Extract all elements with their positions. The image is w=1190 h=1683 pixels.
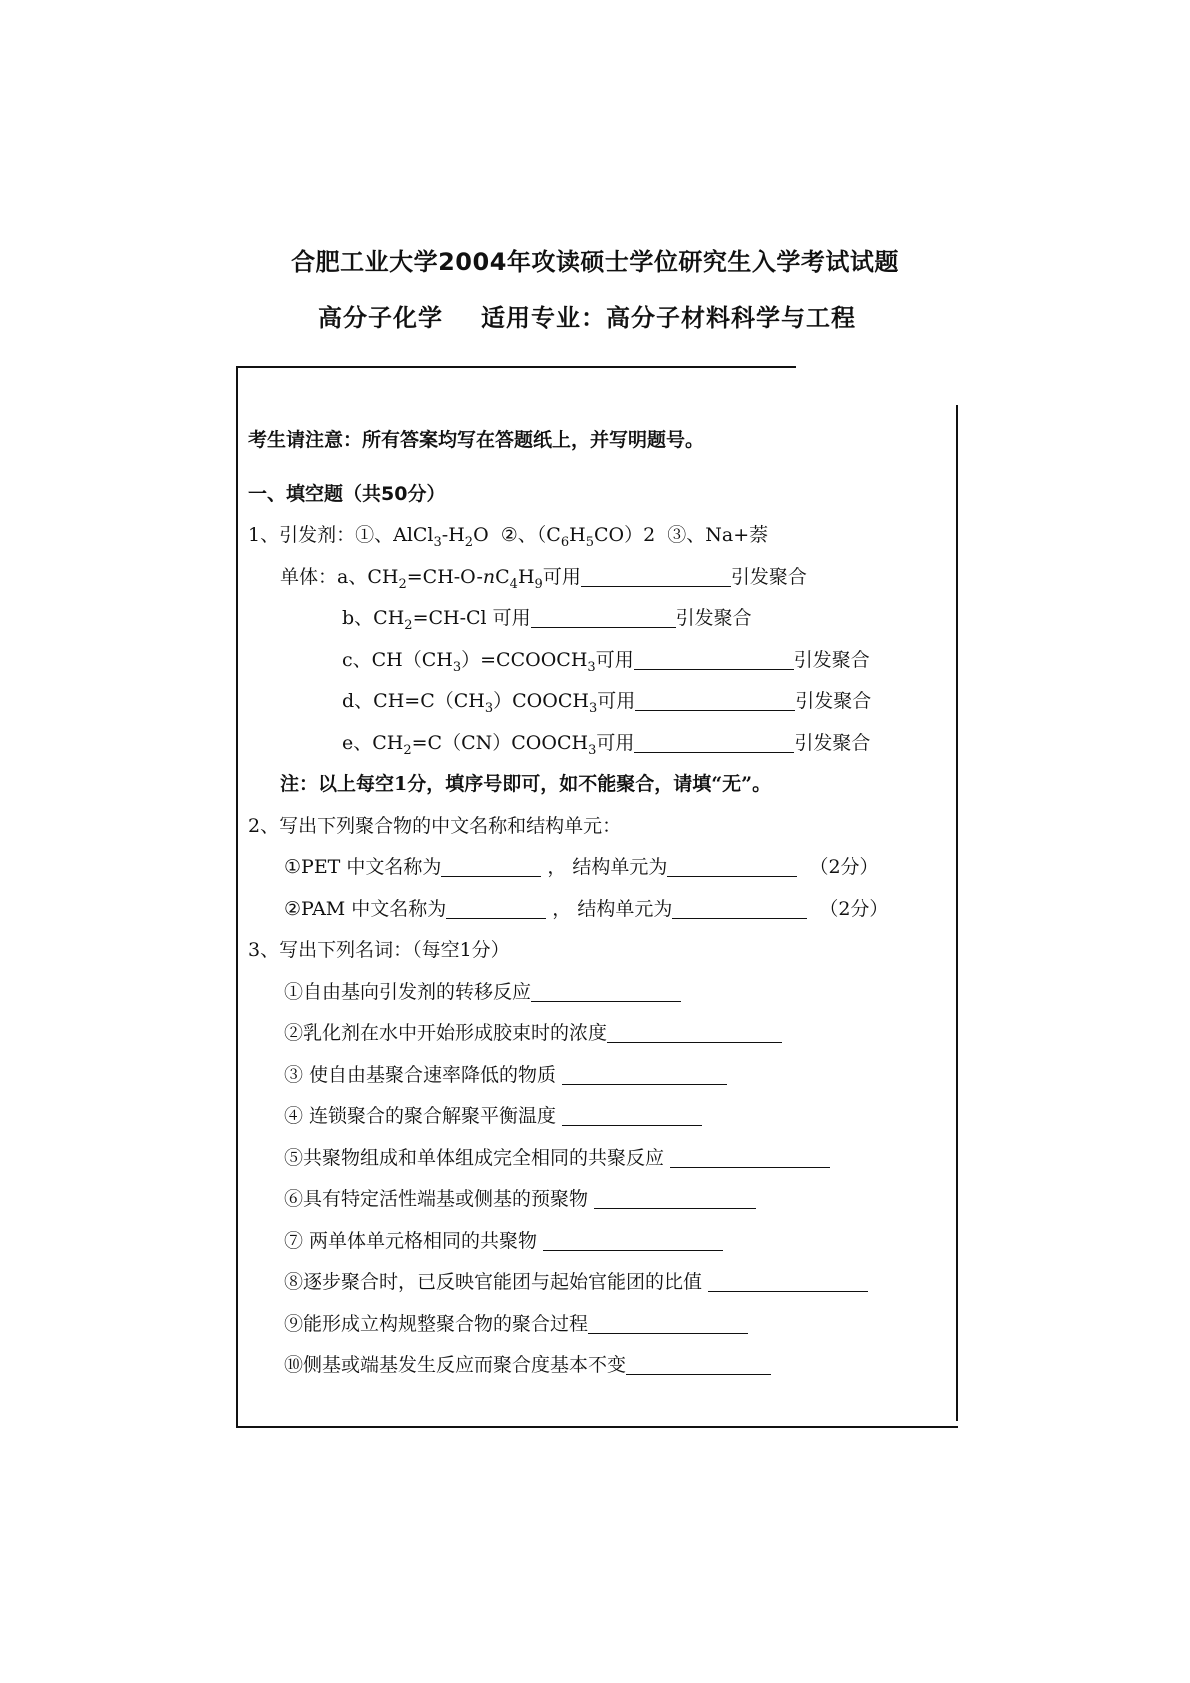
answer-blank[interactable] [543, 1226, 723, 1251]
q1-initiators: 1、引发剂：①、$AlCl_3-H_2O$ ②、$(C_6H_5CO)2$ ③、Na+萘 [248, 524, 769, 550]
major-name: 适用专业：高分子材料科学与工程 [481, 303, 856, 332]
answer-blank[interactable] [634, 645, 794, 670]
subtitle [318, 298, 856, 333]
answer-blank[interactable] [446, 894, 546, 919]
q3-item: ①自由基向引发剂的转移反应 [248, 972, 948, 1014]
section-heading: 一、填空题（共50分） [248, 482, 446, 505]
frame-top-rule [236, 366, 796, 368]
answer-blank[interactable] [531, 977, 681, 1002]
monomer-d: d、$CH=C(CH_3)COOCH_3$可用 引发聚合 [248, 681, 948, 723]
q3-item: ⑩侧基或端基发生反应而聚合度基本不变 [248, 1345, 948, 1387]
frame-bottom-rule [236, 1426, 958, 1428]
answer-blank[interactable] [588, 1309, 748, 1334]
monomer-a: 单体：a、$CH_2=CH-O-nC_4H_9$可用 引发聚合 [248, 557, 948, 599]
q3-item: ④ 连锁聚合的聚合解聚平衡温度 [248, 1096, 948, 1138]
q3-item: ⑥具有特定活性端基或侧基的预聚物 [248, 1179, 948, 1221]
answer-blank[interactable] [667, 852, 797, 877]
q1-note: 注：以上每空1分，填序号即可，如不能聚合，请填“无”。 [280, 773, 772, 795]
initiator-2: ②、$(C_6H_5CO)2$ [500, 524, 656, 550]
q3-heading: 3、写出下列名词：（每空1分） [248, 939, 510, 961]
q3-item: ⑦ 两单体单元格相同的共聚物 [248, 1221, 948, 1263]
frame-right-rule [956, 405, 958, 1421]
initiator-3: ③、Na+萘 [667, 524, 769, 546]
answer-blank[interactable] [594, 1184, 756, 1209]
exam-content [248, 420, 948, 1387]
q2-pam: ②PAM 中文名称为 ， 结构单元为 （2分） [248, 889, 948, 931]
q2-pet: ①PET 中文名称为 ， 结构单元为 （2分） [248, 847, 948, 889]
answer-blank[interactable] [626, 1350, 771, 1375]
initiator-1: ①、$AlCl_3-H_2O$ [355, 524, 489, 550]
monomer-c: c、$CH(CH_3)=CCOOCH_3$可用 引发聚合 [248, 640, 948, 682]
answer-blank[interactable] [708, 1267, 868, 1292]
answer-blank[interactable] [581, 562, 731, 587]
answer-blank[interactable] [672, 894, 807, 919]
monomer-b: b、$CH_2=CH-Cl$ 可用 引发聚合 [248, 598, 948, 640]
answer-blank[interactable] [634, 728, 794, 753]
answer-blank[interactable] [670, 1143, 830, 1168]
answer-blank[interactable] [562, 1101, 702, 1126]
q3-item: ②乳化剂在水中开始形成胶束时的浓度 [248, 1013, 948, 1055]
monomer-e: e、$CH_2=C(CN)COOCH_3$可用 引发聚合 [248, 723, 948, 765]
answer-blank[interactable] [607, 1018, 782, 1043]
answer-blank[interactable] [441, 852, 541, 877]
answer-blank[interactable] [562, 1060, 727, 1085]
answer-blank[interactable] [635, 686, 795, 711]
page-title: 合肥工业大学2004年攻读硕士学位研究生入学考试试题 [291, 248, 899, 276]
q3-item: ⑨能形成立构规整聚合物的聚合过程 [248, 1304, 948, 1346]
q3-item: ⑤共聚物组成和单体组成完全相同的共聚反应 [248, 1138, 948, 1180]
candidate-notice: 考生请注意：所有答案均写在答题纸上，并写明题号。 [248, 429, 705, 451]
frame-left-rule [236, 368, 238, 1428]
q3-item: ③ 使自由基聚合速率降低的物质 [248, 1055, 948, 1097]
q2-heading: 2、写出下列聚合物的中文名称和结构单元： [248, 814, 622, 837]
answer-blank[interactable] [531, 603, 676, 628]
course-name: 高分子化学 [318, 303, 443, 332]
q3-item: ⑧逐步聚合时，已反映官能团与起始官能团的比值 [248, 1262, 948, 1304]
